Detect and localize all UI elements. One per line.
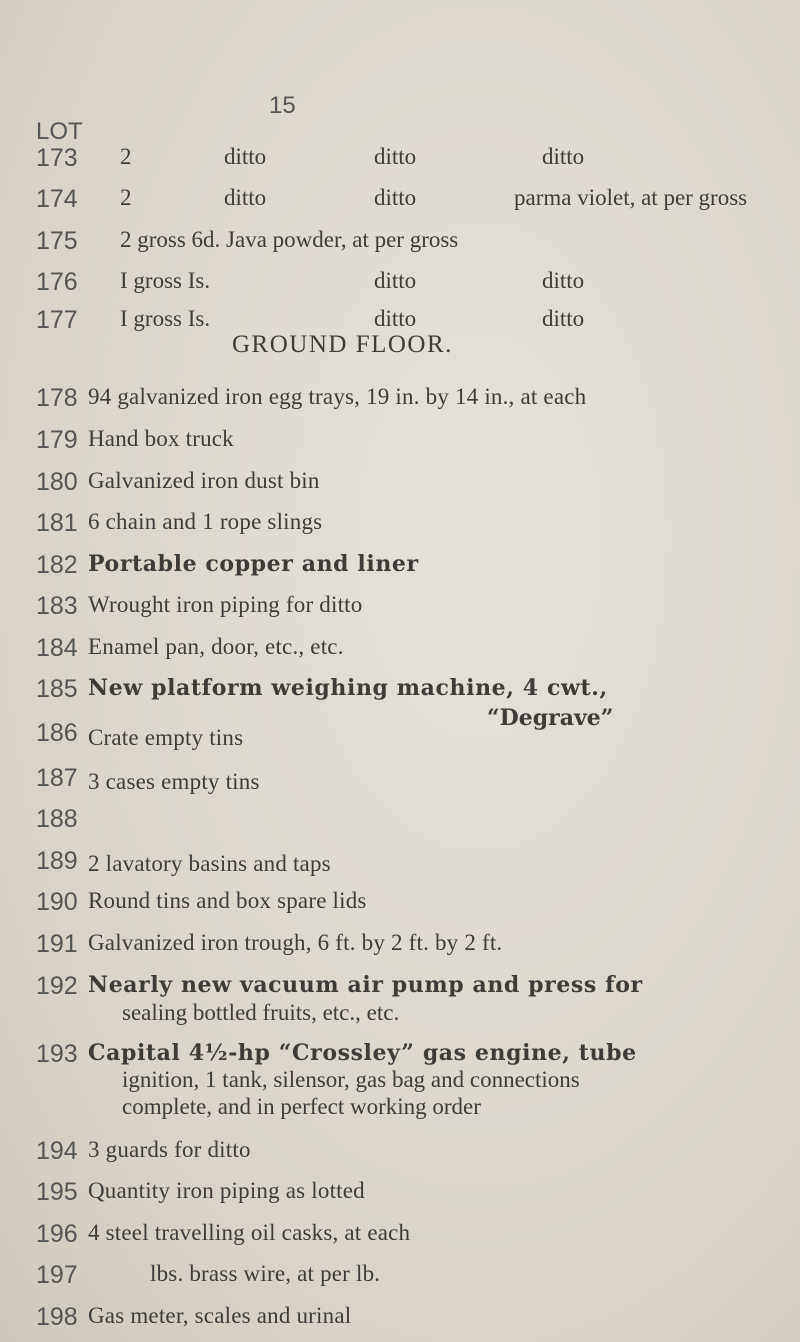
description-text: Hand box truck	[88, 426, 234, 451]
lot-number: 180	[36, 468, 78, 496]
description-text: Gas meter, scales and urinal	[88, 1303, 352, 1328]
ditto-text: ditto	[224, 144, 267, 169]
lot-number: 176	[36, 268, 78, 296]
ditto-text: ditto	[374, 185, 417, 210]
description-text: Galvanized iron trough, 6 ft. by 2 ft. by 2 ft.	[88, 930, 503, 955]
description-text: Capital 4½-hp “Crossley” gas engine, tube	[88, 1040, 637, 1066]
lot-number: 177	[36, 306, 78, 334]
description-text: 3 cases empty tins	[88, 769, 260, 794]
lot-number: 185	[36, 675, 78, 703]
lot-number: 183	[36, 592, 78, 620]
description-continuation: complete, and in perfect working order	[122, 1094, 481, 1119]
ditto-text: ditto	[542, 306, 585, 331]
lot-number: 196	[36, 1220, 78, 1248]
description-text: Round tins and box spare lids	[88, 888, 367, 913]
description-text: 4 steel travelling oil casks, at each	[88, 1220, 411, 1245]
ditto-text: ditto	[224, 185, 267, 210]
description-text: Crate empty tins	[88, 725, 244, 750]
lot-number: 190	[36, 888, 78, 916]
description-text: Enamel pan, door, etc., etc.	[88, 634, 344, 659]
lot-number: 179	[36, 426, 78, 454]
description-text: New platform weighing machine, 4 cwt.,	[88, 675, 608, 701]
lot-number: 194	[36, 1137, 78, 1165]
description-continuation: sealing bottled fruits, etc., etc.	[122, 1000, 400, 1025]
ditto-text: ditto	[374, 306, 417, 331]
description-text: Wrought iron piping for ditto	[88, 592, 363, 617]
description-text: Galvanized iron dust bin	[88, 468, 320, 493]
description-text: Quantity iron piping as lotted	[88, 1178, 365, 1203]
description-text: 6 chain and 1 rope slings	[88, 509, 323, 534]
lot-number: 189	[36, 847, 78, 875]
description-continuation: “Degrave”	[487, 705, 614, 731]
description-text: Nearly new vacuum air pump and press for	[88, 972, 643, 998]
ditto-text: ditto	[374, 144, 417, 169]
lot-number: 192	[36, 972, 78, 1000]
description-text: Portable copper and liner	[88, 551, 419, 577]
lot-number: 173	[36, 144, 78, 172]
page-number: 15	[269, 92, 296, 119]
lot-number: 174	[36, 185, 78, 213]
lot-number: 193	[36, 1040, 78, 1068]
quantity: 2	[120, 144, 132, 169]
lot-number: 184	[36, 634, 78, 662]
lot-number: 181	[36, 509, 78, 537]
ditto-text: ditto	[542, 268, 585, 293]
description-text: 94 galvanized iron egg trays, 19 in. by 14 in., at each	[88, 384, 587, 409]
description-text: 3 guards for ditto	[88, 1137, 251, 1162]
lot-number: 187	[36, 764, 78, 792]
section-heading: GROUND FLOOR.	[232, 331, 453, 358]
lot-number: 197	[36, 1261, 78, 1289]
ditto-text: ditto	[542, 144, 585, 169]
quantity: I gross Is.	[120, 306, 211, 331]
lot-number: 198	[36, 1303, 78, 1331]
description-text: lbs. brass wire, at per lb.	[150, 1261, 381, 1286]
lot-number: 175	[36, 227, 78, 255]
quantity: I gross Is.	[120, 268, 211, 293]
lot-number: 178	[36, 384, 78, 412]
description-text: 2 lavatory basins and taps	[88, 851, 331, 876]
lot-heading: LOT	[36, 118, 83, 145]
lot-number: 191	[36, 930, 78, 958]
ditto-text: ditto	[374, 268, 417, 293]
lot-number: 195	[36, 1178, 78, 1206]
description-continuation: ignition, 1 tank, silensor, gas bag and connections	[122, 1067, 580, 1092]
quantity: 2	[120, 185, 132, 210]
description-text: 2 gross 6d. Java powder, at per gross	[120, 227, 459, 252]
lot-number: 182	[36, 551, 78, 579]
description-text: parma violet, at per gross	[514, 185, 748, 210]
lot-number: 188	[36, 805, 78, 833]
lot-number: 186	[36, 719, 78, 747]
